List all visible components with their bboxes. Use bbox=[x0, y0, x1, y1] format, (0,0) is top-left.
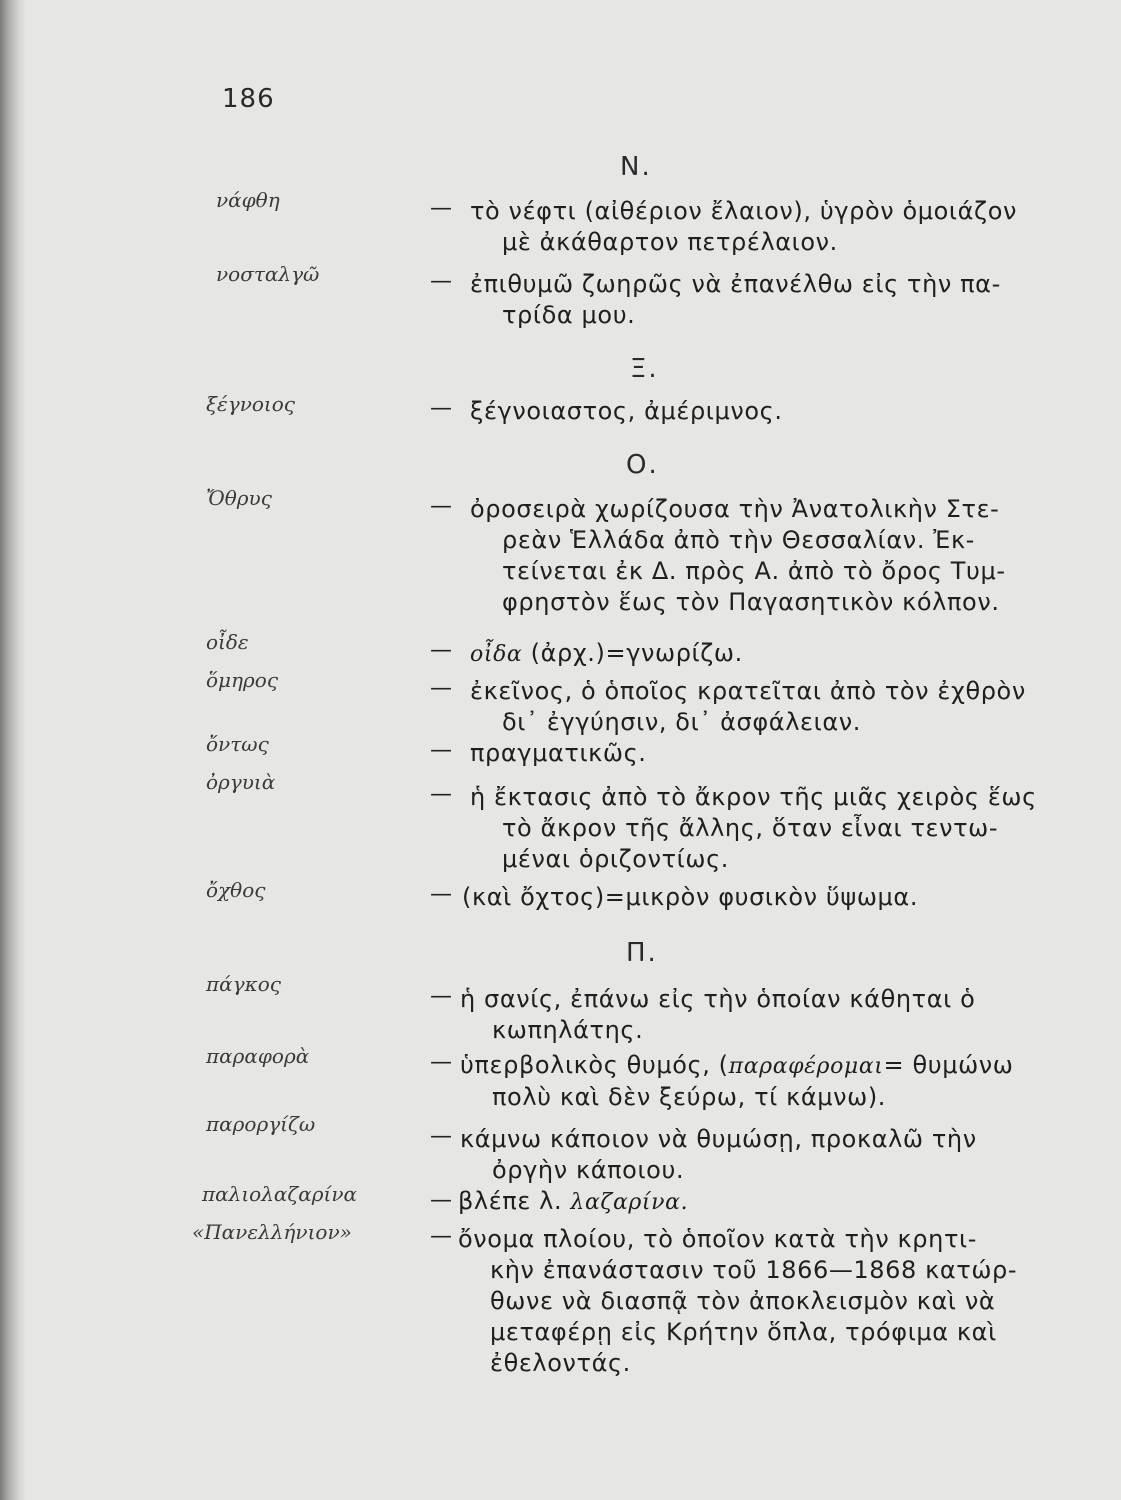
definition-ochthos bbox=[462, 882, 1062, 913]
entry-dash: — bbox=[430, 738, 452, 763]
definition-line: κὴν ἐπανάστασιν τοῦ 1866—1868 κατώρ- bbox=[490, 1256, 1018, 1284]
entry-dash: — bbox=[430, 782, 452, 807]
term-paraphora: παραφορὰ bbox=[206, 1044, 310, 1068]
definition-parorgizo bbox=[460, 1124, 1060, 1186]
definition-line bbox=[458, 1186, 1058, 1218]
term-ontos: ὄντως bbox=[206, 732, 269, 756]
definition-pagkos bbox=[460, 984, 1060, 1046]
term-paliolazarina: παλιολαζαρίνα bbox=[202, 1182, 357, 1206]
definition-line: ἐκεῖνος, ὁ ὁποῖος κρατεῖται ἀπὸ τὸν ἐχθρὸν bbox=[470, 677, 1026, 705]
term-parorgizo: παροργίζω bbox=[206, 1112, 316, 1136]
entry-dash: — bbox=[430, 269, 452, 294]
definition-text: βλέπε λ. bbox=[458, 1187, 563, 1215]
definition-line: τείνεται ἐκ Δ. πρὸς Α. ἀπὸ τὸ ὄρος Τυμ- bbox=[502, 557, 1006, 585]
definition-line: ρεὰν Ἑλλάδα ἀπὸ τὴν Θεσσαλίαν. Ἐκ- bbox=[502, 526, 975, 554]
term-orgyia: ὀργυιὰ bbox=[206, 770, 276, 794]
definition-line: τὸ ἄκρον τῆς ἄλλης, ὅταν εἶναι τεντω- bbox=[502, 814, 999, 842]
definition-text: ὑπερβολικὸς θυμός, ( bbox=[460, 1051, 729, 1079]
term-pagkos: πάγκος bbox=[206, 972, 281, 996]
definition-text: = θυμώνω bbox=[883, 1051, 1014, 1079]
definition-line: ὀργὴν κάποιου. bbox=[492, 1156, 685, 1184]
definition-italic: παραφέρομαι bbox=[728, 1054, 884, 1079]
definition-line bbox=[460, 1050, 1060, 1082]
definition-line: πραγματικῶς. bbox=[470, 739, 647, 767]
definition-italic: λαζαρίνα. bbox=[570, 1190, 689, 1215]
term-oide: οἶδε bbox=[206, 630, 249, 654]
definition-line bbox=[470, 638, 1070, 670]
definition-line: μὲ ἀκάθαρτον πετρέλαιον. bbox=[502, 228, 838, 256]
section-heading-omicron: Ο. bbox=[626, 450, 659, 480]
term-ochthos: ὄχθος bbox=[206, 878, 266, 902]
page-number: 186 bbox=[222, 84, 275, 114]
entry-dash: — bbox=[430, 494, 452, 519]
definition-orgyia bbox=[470, 782, 1070, 875]
definition-text: (ἀρχ.)=γνωρίζω. bbox=[530, 639, 743, 667]
definition-line: πολὺ καὶ δὲν ξεύρω, τί κάμνω). bbox=[492, 1083, 887, 1111]
term-naphthi: νάφθη bbox=[216, 188, 280, 212]
entry-dash: — bbox=[430, 196, 452, 221]
definition-othrys bbox=[470, 494, 1070, 618]
definition-line: ὀροσειρὰ χωρίζουσα τὴν Ἀνατολικὴν Στε- bbox=[470, 495, 1000, 523]
definition-line: μεταφέρῃ εἰς Κρήτην ὅπλα, τρόφιμα καὶ bbox=[490, 1318, 997, 1346]
definition-naphthi bbox=[470, 196, 1070, 258]
section-heading-xi: Ξ. bbox=[630, 354, 659, 384]
definition-paraphora bbox=[460, 1050, 1060, 1113]
definition-omiros bbox=[470, 676, 1070, 738]
section-heading-nu: Ν. bbox=[620, 152, 652, 182]
definition-line: θωνε νὰ διασπᾷ τὸν ἀποκλεισμὸν καὶ νὰ bbox=[490, 1287, 996, 1315]
term-omiros: ὅμηρος bbox=[206, 668, 279, 692]
entry-dash: — bbox=[430, 1050, 452, 1075]
definition-line: τρίδα μου. bbox=[502, 301, 636, 329]
definition-line: ξέγνοιαστος, ἀμέριμνος. bbox=[470, 397, 783, 425]
definition-line: ἐπιθυμῶ ζωηρῶς νὰ ἐπανέλθω εἰς τὴν πα- bbox=[470, 270, 1001, 298]
definition-paliolazarina bbox=[458, 1186, 1058, 1218]
definition-italic: οἶδα bbox=[470, 642, 523, 667]
definition-line: κωπηλάτης. bbox=[492, 1016, 644, 1044]
entry-dash: — bbox=[430, 638, 452, 663]
term-xegnoios: ξέγνοιος bbox=[206, 392, 295, 416]
section-heading-pi: Π. bbox=[626, 938, 658, 968]
definition-line: δι᾽ ἐγγύησιν, δι᾽ ἀσφάλειαν. bbox=[502, 708, 861, 736]
definition-line: ἡ ἔκτασις ἀπὸ τὸ ἄκρον τῆς μιᾶς χειρὸς ἕως bbox=[470, 783, 1037, 811]
definition-line: ἐθελοντάς. bbox=[490, 1349, 631, 1377]
definition-line: φρηστὸν ἕως τὸν Παγασητικὸν κόλπον. bbox=[502, 588, 1000, 616]
entry-dash: — bbox=[430, 396, 452, 421]
definition-line: κάμνω κάποιον νὰ θυμώσῃ, προκαλῶ τὴν bbox=[460, 1125, 977, 1153]
term-othrys: Ὄθρυς bbox=[206, 486, 272, 510]
entry-dash: — bbox=[430, 676, 452, 701]
definition-nostalgo bbox=[470, 269, 1070, 331]
definition-line: (καὶ ὄχτος)=μικρὸν φυσικὸν ὕψωμα. bbox=[462, 883, 919, 911]
definition-line: ὄνομα πλοίου, τὸ ὁποῖον κατὰ τὴν κρητι- bbox=[458, 1225, 977, 1253]
entry-dash: — bbox=[430, 1224, 452, 1249]
term-nostalgo: νοσταλγῶ bbox=[216, 262, 320, 286]
definition-panellinion bbox=[458, 1224, 1058, 1379]
term-panellinion: «Πανελλήνιον» bbox=[192, 1220, 352, 1244]
entry-dash: — bbox=[430, 984, 452, 1009]
definition-oide bbox=[470, 638, 1070, 670]
definition-xegnoios bbox=[470, 396, 1070, 427]
definition-ontos bbox=[470, 738, 1070, 769]
definition-line: μέναι ὁριζοντίως. bbox=[502, 845, 729, 873]
definition-line: τὸ νέφτι (αἰθέριον ἔλαιον), ὑγρὸν ὁμοιάζον bbox=[470, 197, 1018, 225]
entry-dash: — bbox=[430, 1188, 452, 1213]
entry-dash: — bbox=[430, 1124, 452, 1149]
book-spine-shadow bbox=[0, 0, 26, 1500]
definition-line: ἡ σανίς, ἐπάνω εἰς τὴν ὁποίαν κάθηται ὁ bbox=[460, 985, 976, 1013]
entry-dash: — bbox=[430, 882, 452, 907]
